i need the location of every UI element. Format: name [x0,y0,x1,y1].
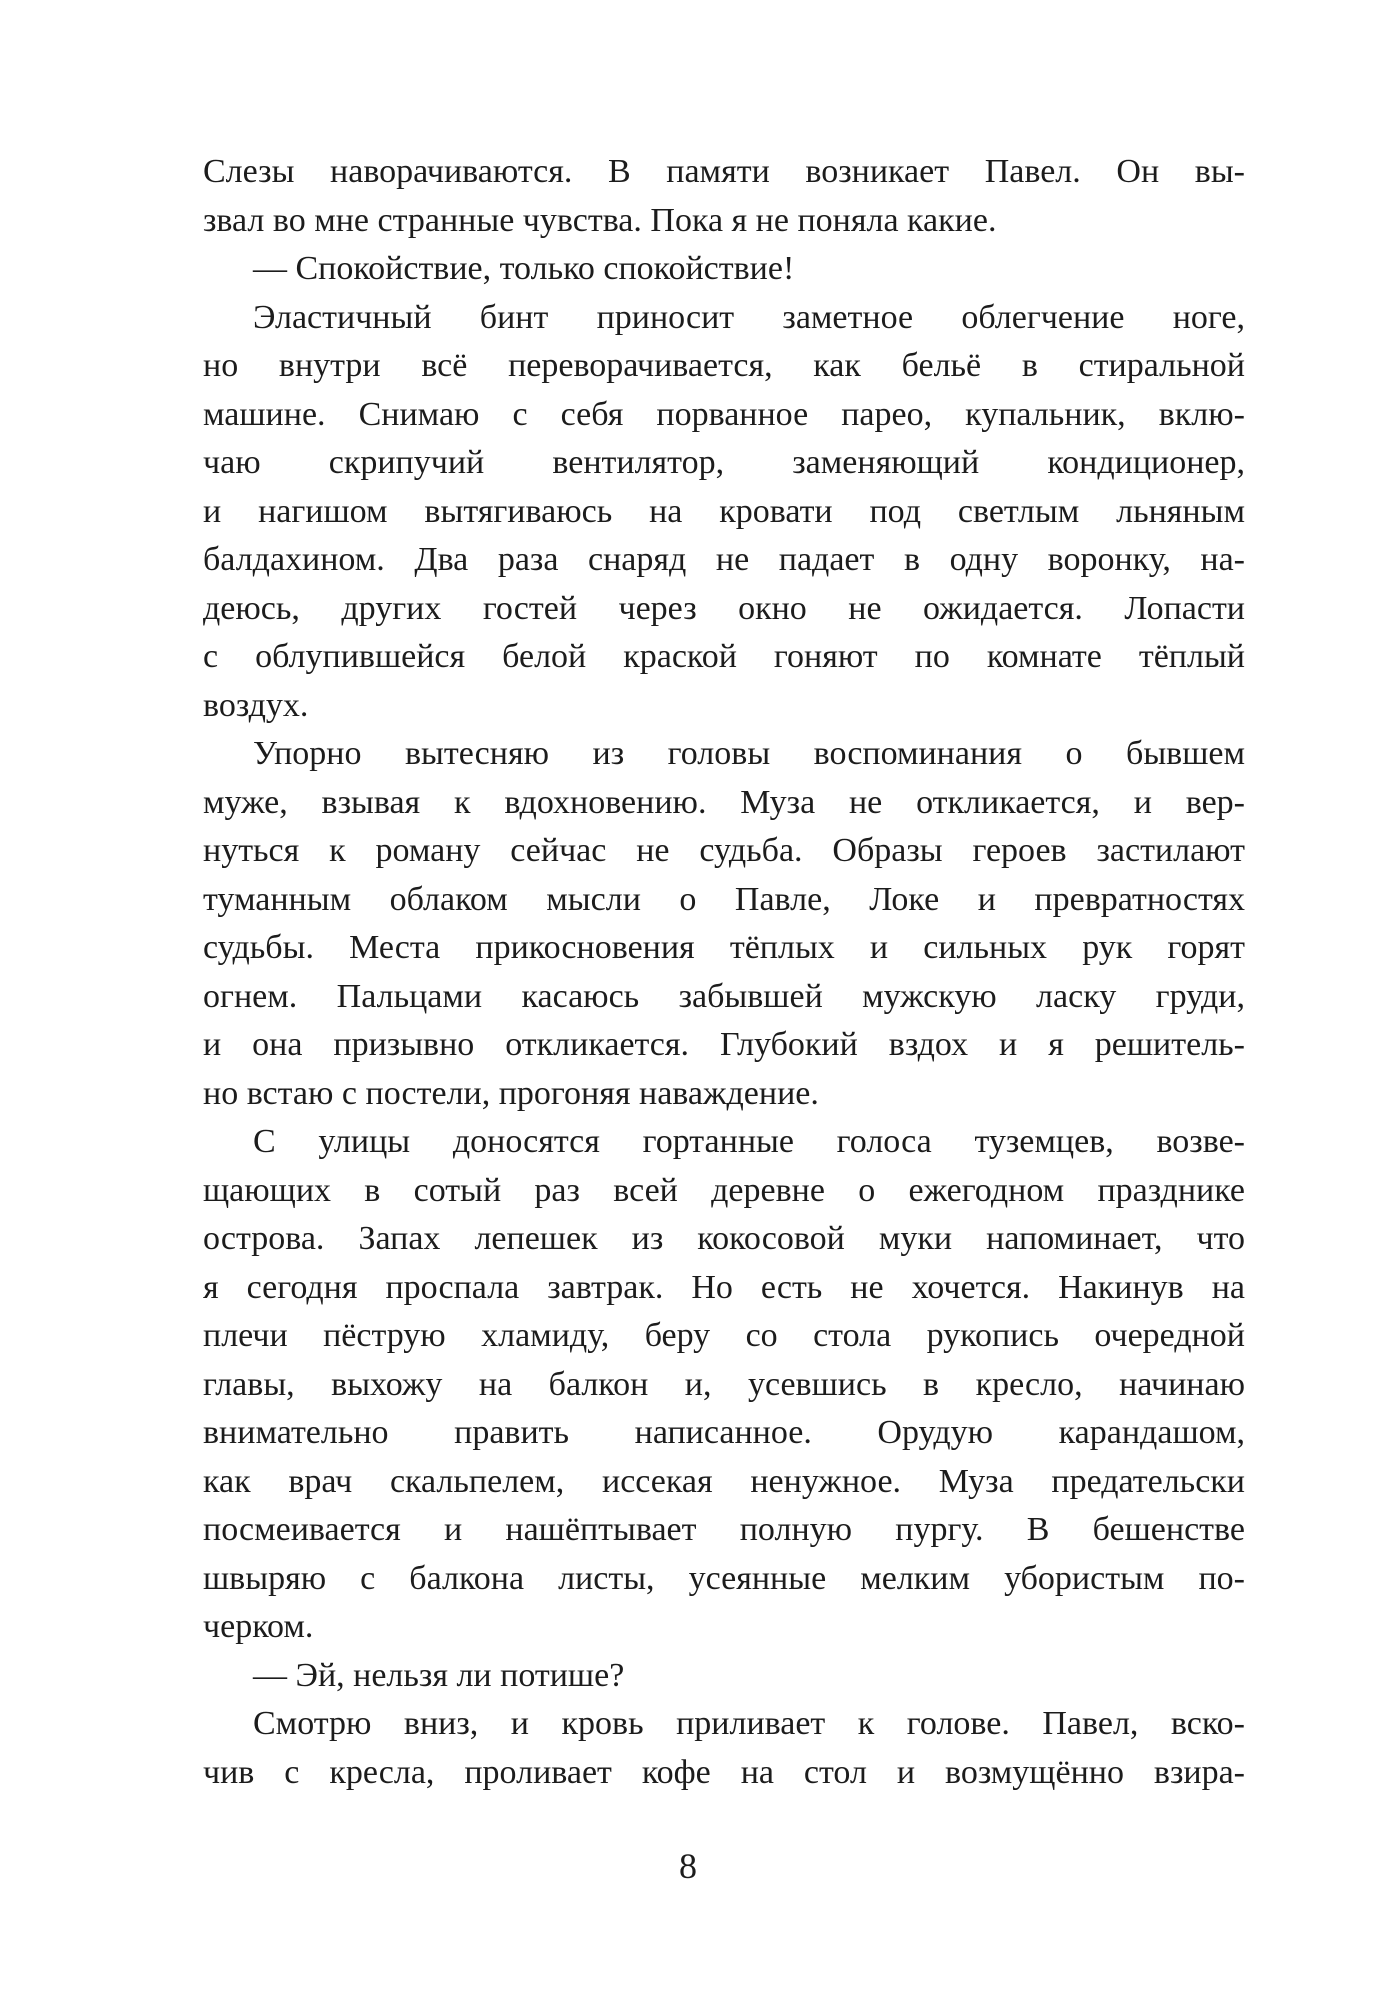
text-line: щающих в сотый раз всей деревне о ежегодном празднике [203,1171,1245,1209]
text-line: внимательно править написанное. Орудую карандашом, [203,1414,1245,1451]
text-line: Смотрю вниз, и кровь приливает к голове. Павел, вско- [253,1705,1245,1742]
text-line: швыряю с балкона листы, усеянные мелким убористым по- [203,1559,1245,1597]
body-text [203,148,1245,1797]
text-line: и нагишом вытягиваюсь на кровати под светлым льняным [203,492,1245,530]
text-line: судьбы. Места прикосновения тёплых и сильных рук горят [203,929,1245,966]
text-line: муже, взывая к вдохновению. Муза не откликается, и вер- [203,783,1245,821]
text-line: огнем. Пальцами касаюсь забывшей мужскую ласку груди, [203,977,1245,1015]
text-line: чаю скрипучий вентилятор, заменяющий кондиционер, [203,444,1245,481]
text-line: с облупившейся белой краской гоняют по комнате тёплый [203,638,1245,675]
text-line: посмеивается и нашёптывает полную пургу. В бешенстве [203,1511,1245,1548]
text-line: балдахином. Два раза снаряд не падает в одну воронку, на- [203,541,1245,578]
text-line: как врач скальпелем, иссекая ненужное. Муза предательски [203,1462,1245,1500]
text-line: — Спокойствие, только спокойствие! [253,250,795,287]
text-line: но встаю с постели, прогоняя наваждение. [203,1074,819,1112]
text-line: главы, выхожу на балкон и, усевшись в кресло, начинаю [203,1365,1245,1403]
text-line: С улицы доносятся гортанные голоса туземцев, возве- [253,1123,1245,1160]
text-line: туманным облаком мысли о Павле, Локе и превратностях [203,880,1245,918]
text-line: чив с кресла, проливает кофе на стол и возмущённо взира- [203,1753,1245,1791]
text-line: звал во мне странные чувства. Пока я не поняла какие. [203,201,997,239]
text-line: — Эй, нельзя ли потише? [253,1656,625,1694]
text-line: плечи пёструю хламиду, беру со стола рукопись очередной [203,1317,1245,1354]
text-line: черком. [203,1608,314,1645]
text-line: Слезы наворачиваются. В памяти возникает Павел. Он вы- [203,153,1245,190]
text-line: острова. Запах лепешек из кокосовой муки напоминает, что [203,1220,1245,1257]
text-line: Упорно вытесняю из головы воспоминания о бывшем [253,735,1245,772]
text-line: я сегодня проспала завтрак. Но есть не хочется. Накинув на [203,1268,1245,1306]
text-line: машине. Снимаю с себя порванное парео, купальник, вклю- [203,395,1245,433]
text-line: но внутри всё переворачивается, как бельё в стиральной [203,347,1245,384]
page-number: 8 [679,1846,697,1886]
text-line: воздух. [203,686,309,724]
text-line: и она призывно откликается. Глубокий вздох и я решитель- [203,1026,1245,1063]
text-line: Эластичный бинт приносит заметное облегчение ноге, [253,298,1245,336]
text-line: нуться к роману сейчас не судьба. Образы героев застилают [203,832,1245,869]
text-line: деюсь, других гостей через окно не ожидается. Лопасти [203,589,1245,627]
